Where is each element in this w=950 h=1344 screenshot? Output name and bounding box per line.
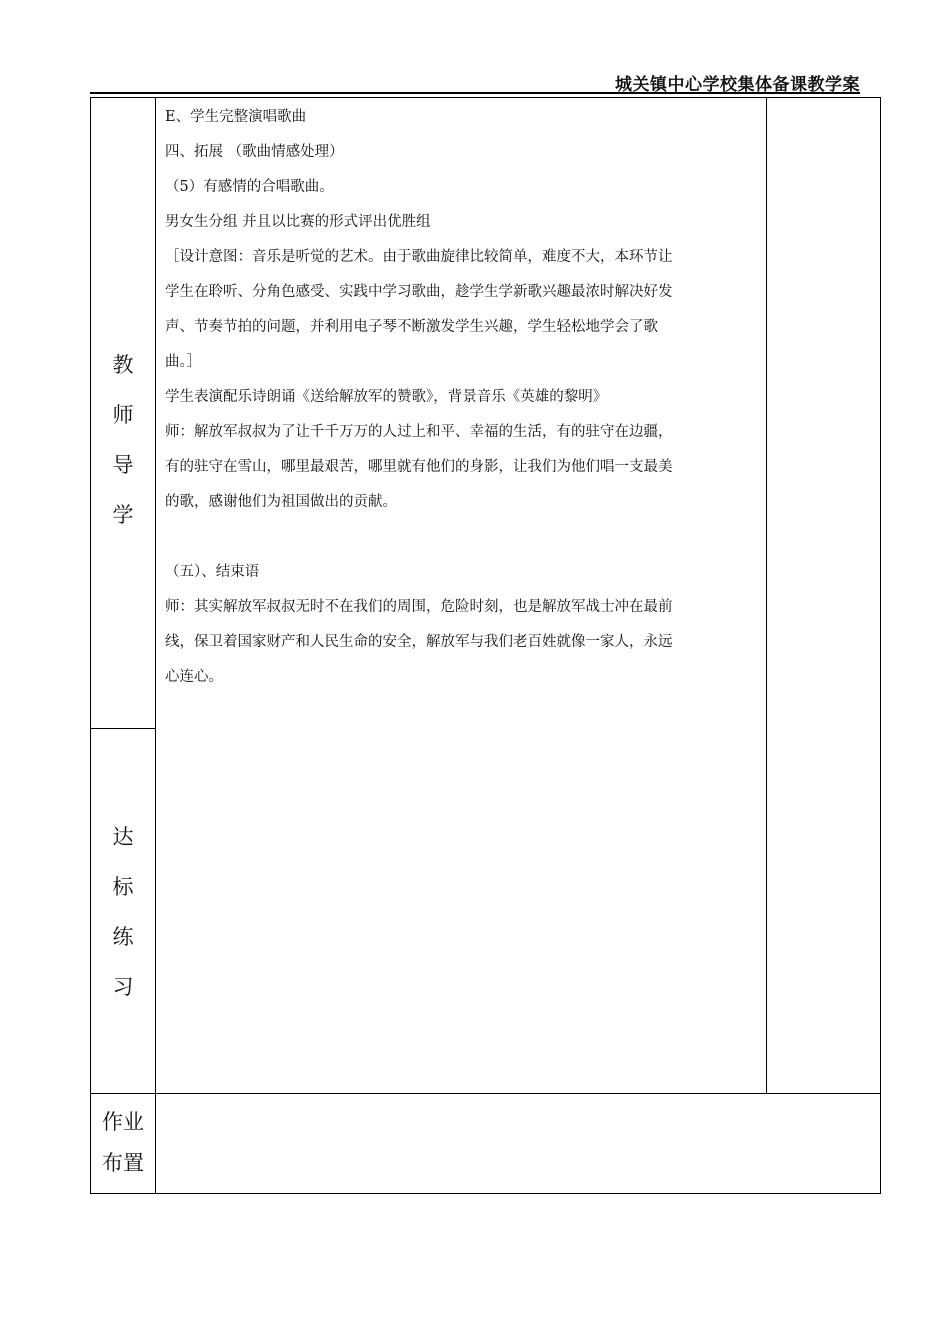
practice-label bbox=[90, 812, 156, 1012]
content-line: 声、节奏节拍的问题，并利用电子琴不断激发学生兴趣，学生轻松地学会了歌 bbox=[165, 319, 658, 335]
content-line: （5）有感情的合唱歌曲。 bbox=[165, 179, 334, 195]
label-column-divider bbox=[155, 97, 156, 1194]
content-line: （五）、结束语 bbox=[165, 564, 260, 580]
label-text: 布置 bbox=[102, 1151, 144, 1175]
lesson-content bbox=[165, 100, 760, 695]
label-char: 练 bbox=[112, 925, 134, 949]
label-text: 作业 bbox=[102, 1110, 144, 1134]
table-top-border bbox=[90, 97, 881, 98]
label-char: 师 bbox=[112, 403, 134, 427]
table-left-border bbox=[90, 97, 91, 1194]
label-char: 习 bbox=[112, 975, 134, 999]
content-line: 学生表演配乐诗朗诵《送给解放军的赞歌》，背景音乐《英雄的黎明》 bbox=[165, 389, 608, 405]
label-char: 导 bbox=[112, 453, 134, 477]
content-line: ［设计意图：音乐是听觉的艺术。由于歌曲旋律比较简单，难度不大，本环节让 bbox=[165, 249, 673, 265]
label-divider bbox=[90, 728, 156, 729]
label-char: 标 bbox=[112, 875, 134, 899]
content-line: 曲。］ bbox=[165, 354, 202, 370]
content-line: 的歌，感谢他们为祖国做出的贡献。 bbox=[165, 494, 397, 510]
label-char: 学 bbox=[112, 503, 134, 527]
content-line: 心连心。 bbox=[165, 669, 223, 685]
content-line: 有的驻守在雪山，哪里最艰苦，哪里就有他们的身影，让我们为他们唱一支最美 bbox=[165, 459, 673, 475]
label-char: 教 bbox=[112, 353, 134, 377]
content-line: 男女生分组 并且以比赛的形式评出优胜组 bbox=[165, 214, 431, 230]
content-line bbox=[165, 520, 760, 555]
table-right-border bbox=[880, 97, 881, 1194]
table-row-divider bbox=[90, 1093, 881, 1094]
content-line: E、学生完整演唱歌曲 bbox=[165, 109, 307, 125]
content-line: 学生在聆听、分角色感受、实践中学习歌曲，趁学生学新歌兴趣最浓时解决好发 bbox=[165, 284, 673, 300]
content-line: 线，保卫着国家财产和人民生命的安全，解放军与我们老百姓就像一家人，永远 bbox=[165, 634, 673, 650]
homework-label bbox=[90, 1102, 156, 1184]
table-bottom-border bbox=[90, 1193, 881, 1194]
content-line: 师：其实解放军叔叔无时不在我们的周围，危险时刻，也是解放军战士冲在最前 bbox=[165, 599, 673, 615]
teacher-guide-label bbox=[90, 340, 156, 540]
content-line: 师：解放军叔叔为了让千千万万的人过上和平、幸福的生活，有的驻守在边疆， bbox=[165, 424, 673, 440]
notes-column-divider bbox=[766, 97, 767, 1094]
content-line: 四、拓展 （歌曲情感处理） bbox=[165, 144, 344, 160]
document-header-title: 城关镇中心学校集体备课教学案 bbox=[615, 75, 860, 95]
label-char: 达 bbox=[112, 825, 134, 849]
header-rule bbox=[90, 92, 860, 94]
